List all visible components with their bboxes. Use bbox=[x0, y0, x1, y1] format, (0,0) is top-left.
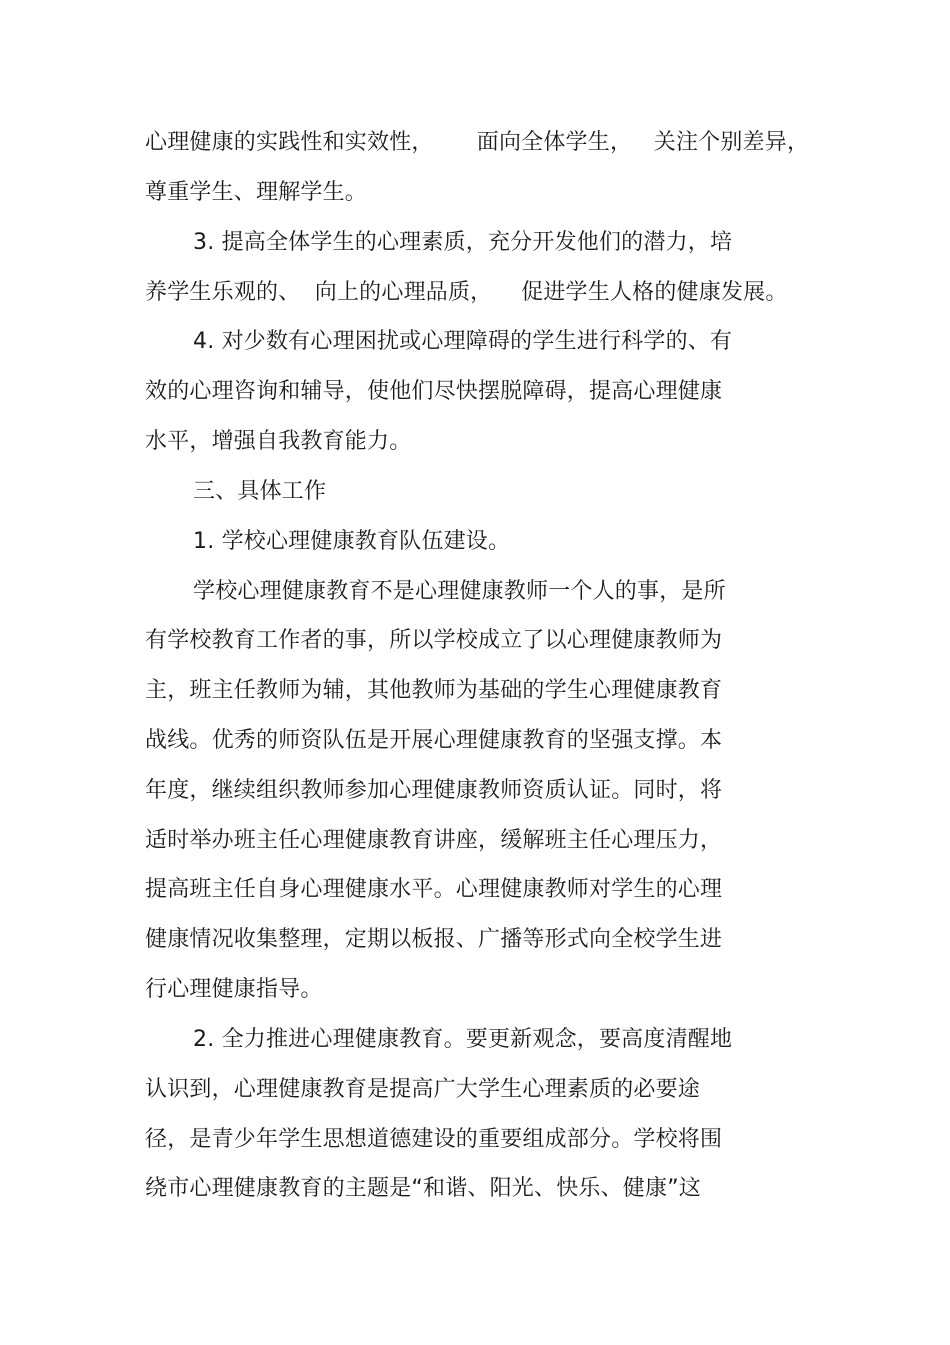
text-line: 效的心理咨询和辅导，使他们尽快摆脱障碍，提高心理健康 bbox=[145, 379, 723, 404]
text-line: 认识到，心理健康教育是提高广大学生心理素质的必要途 bbox=[145, 1077, 701, 1102]
text-line: 适时举办班主任心理健康教育讲座，缓解班主任心理压力， bbox=[145, 828, 723, 853]
section-heading: 三、具体工作 bbox=[193, 479, 327, 504]
text-line: 健康情况收集整理，定期以板报、广播等形式向全校学生进 bbox=[145, 927, 723, 952]
text-line: 行心理健康指导。 bbox=[145, 977, 323, 1002]
text-line: 3. 提高全体学生的心理素质，充分开发他们的潜力，培 bbox=[193, 230, 733, 255]
text-line: 心理健康的实践性和实效性， 面向全体学生， 关注个别差异， bbox=[145, 130, 810, 155]
text-line: 学校心理健康教育不是心理健康教师一个人的事，是所 bbox=[193, 579, 726, 604]
text-line: 养学生乐观的、 向上的心理品质， 促进学生人格的健康发展。 bbox=[145, 280, 788, 305]
subsection-heading: 1. 学校心理健康教育队伍建设。 bbox=[193, 529, 511, 554]
text-line: 尊重学生、理解学生。 bbox=[145, 180, 368, 205]
text-line: 主，班主任教师为辅，其他教师为基础的学生心理健康教育 bbox=[145, 678, 723, 703]
text-line: 4. 对少数有心理困扰或心理障碍的学生进行科学的、有 bbox=[193, 329, 733, 354]
text-line: 战线。优秀的师资队伍是开展心理健康教育的坚强支撑。本 bbox=[145, 728, 723, 753]
text-line: 径，是青少年学生思想道德建设的重要组成部分。学校将围 bbox=[145, 1127, 723, 1152]
text-line: 提高班主任自身心理健康水平。心理健康教师对学生的心理 bbox=[145, 877, 723, 902]
text-line: 年度，继续组织教师参加心理健康教师资质认证。同时，将 bbox=[145, 778, 723, 803]
text-line: 有学校教育工作者的事，所以学校成立了以心理健康教师为 bbox=[145, 628, 723, 653]
subsection-heading: 2. 全力推进心理健康教育。要更新观念，要高度清醒地 bbox=[193, 1027, 733, 1052]
text-line: 水平，增强自我教育能力。 bbox=[145, 429, 412, 454]
text-line: 绕市心理健康教育的主题是“和谐、阳光、快乐、健康”这 bbox=[145, 1176, 701, 1201]
